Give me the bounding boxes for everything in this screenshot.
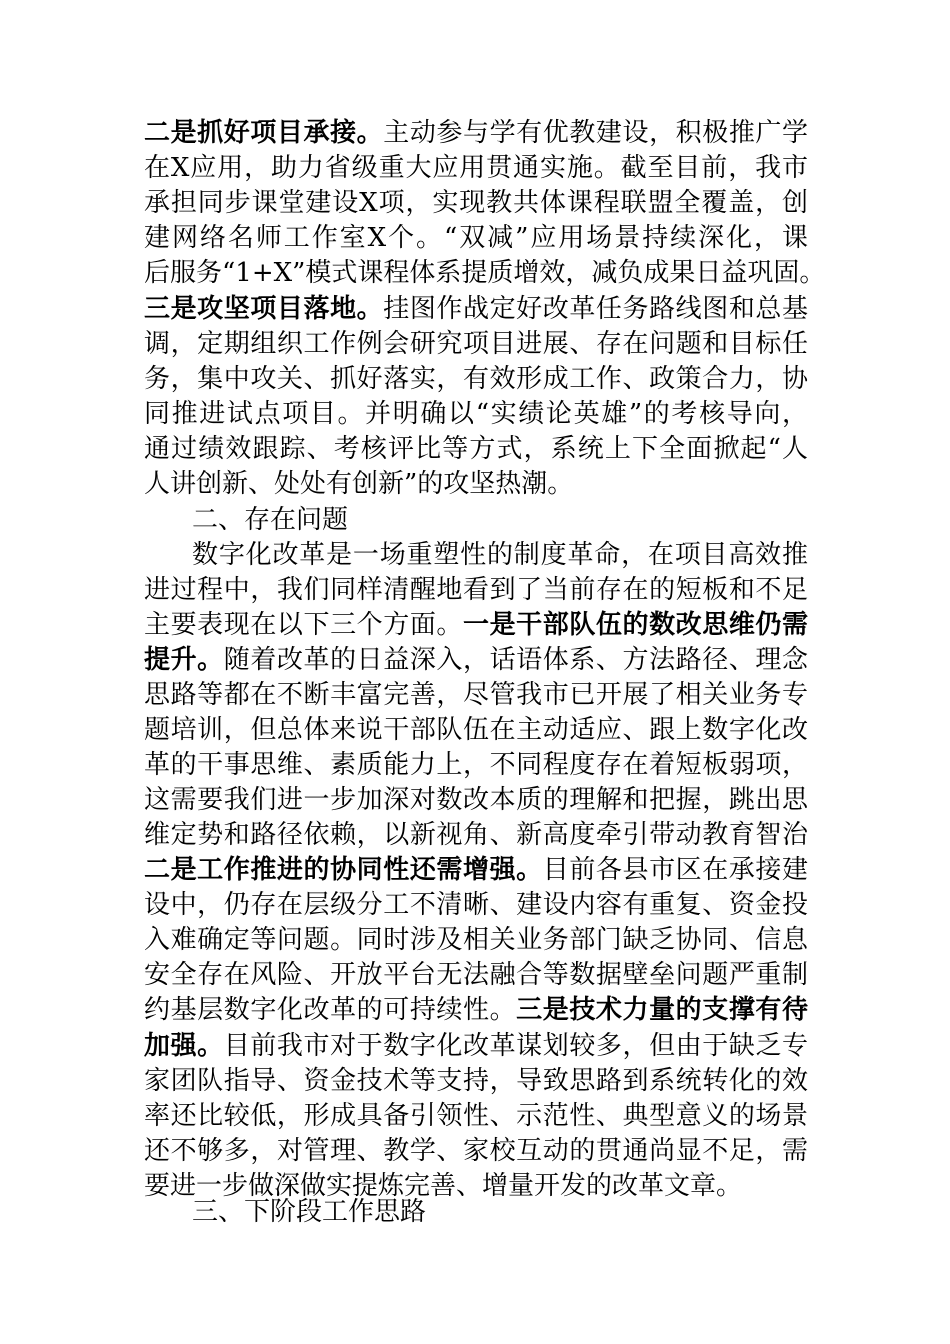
paragraph-line [144, 678, 808, 712]
section-heading [192, 503, 792, 537]
paragraph-line [144, 888, 808, 922]
text-segment: 进过程中，我们同样清醒地看到了当前存在的短板和不足 [144, 575, 808, 605]
paragraph-line [144, 186, 808, 220]
text-segment: 务，集中攻关、抓好落实，有效形成工作、政策合力，协 [144, 364, 808, 394]
text-segment: 人讲创新、处处有创新”的攻坚热潮。 [144, 469, 574, 499]
bold-lead-phrase: 一是干部队伍的数改思维仍需 [463, 610, 808, 640]
paragraph-line [144, 783, 808, 817]
paragraph-line [144, 292, 808, 326]
text-segment: 要进一步做深做实提炼完善、增量开发的改革文章。 [144, 1171, 743, 1201]
paragraph-line [144, 151, 808, 185]
text-segment: 设中，仍存在层级分工不清晰、建设内容有重复、资金投 [144, 890, 808, 920]
paragraph-line [144, 573, 808, 607]
text-segment: 建网络名师工作室X个。“双减”应用场景持续深化，课 [144, 223, 808, 253]
text-segment: 家团队指导、资金技术等支持，导致思路到系统转化的效 [144, 1066, 808, 1096]
bold-lead-phrase: 二是工作推进的协同性还需增强。 [144, 855, 543, 885]
text-segment: 思路等都在不断丰富完善，尽管我市已开展了相关业务专 [144, 680, 808, 710]
text-segment: 目前各县市区在承接建 [542, 855, 808, 885]
paragraph-line [144, 608, 808, 642]
paragraph-line [144, 397, 808, 431]
text-segment: 随着改革的日益深入，话语体系、方法路径、理念 [223, 645, 808, 675]
paragraph-line [144, 643, 808, 677]
text-segment: 目前我市对于数字化改革谋划较多，但由于缺乏专 [223, 1031, 808, 1061]
text-segment: 这需要我们进一步加深对数改本质的理解和把握，跳出思 [144, 785, 808, 815]
text-segment: 主要表现在以下三个方面。 [144, 610, 463, 640]
paragraph-line [144, 923, 808, 957]
paragraph-line [144, 327, 808, 361]
text-segment: 入难确定等问题。同时涉及相关业务部门缺乏协同、信息 [144, 925, 808, 955]
text-segment: 题培训，但总体来说干部队伍在主动适应、跟上数字化改 [144, 715, 808, 745]
paragraph-line [144, 993, 808, 1027]
text-segment: 安全存在风险、开放平台无法融合等数据壁垒问题严重制 [144, 960, 808, 990]
text-segment: 后服务“1+X”模式课程体系提质增效，减负成果日益巩固。 [144, 258, 826, 288]
text-segment: 三、下阶段工作思路 [192, 1197, 427, 1227]
bold-lead-phrase: 加强。 [144, 1031, 224, 1061]
paragraph-line [144, 432, 808, 466]
text-segment: 同推进试点项目。并明确以“实绩论英雄”的考核导向， [144, 399, 808, 429]
text-segment: 挂图作战定好改革任务路线图和总基 [383, 294, 808, 324]
bold-lead-phrase: 提升。 [144, 645, 224, 675]
paragraph-line [192, 538, 808, 572]
section-heading [192, 1195, 792, 1229]
text-segment: 约基层数字化改革的可持续性。 [144, 995, 517, 1025]
paragraph-line [144, 221, 808, 255]
paragraph-line [144, 853, 808, 887]
text-segment: 在X应用，助力省级重大应用贯通实施。截至目前，我市 [144, 153, 808, 183]
paragraph-line [144, 256, 826, 290]
text-segment: 率还比较低，形成具备引领性、示范性、典型意义的场景 [144, 1101, 808, 1131]
text-segment: 维定势和路径依赖，以新视角、新高度牵引带动教育智治 [144, 820, 808, 850]
text-segment: 还不够多，对管理、教学、家校互动的贯通尚显不足，需 [144, 1136, 808, 1166]
text-segment: 革的干事思维、素质能力上，不同程度存在着短板弱项， [144, 750, 808, 780]
paragraph-line [144, 1134, 808, 1168]
paragraph-line [144, 1099, 808, 1133]
paragraph-line [144, 1029, 808, 1063]
text-segment: 调，定期组织工作例会研究项目进展、存在问题和目标任 [144, 329, 808, 359]
paragraph-line [144, 362, 808, 396]
bold-lead-phrase: 三是技术力量的支撑有待 [516, 995, 808, 1025]
paragraph-line [144, 116, 808, 150]
text-segment: 承担同步课堂建设X项，实现教共体课程联盟全覆盖，创 [144, 188, 808, 218]
paragraph-line [144, 958, 808, 992]
paragraph-line [144, 818, 808, 852]
bold-lead-phrase: 二是抓好项目承接。 [144, 118, 384, 148]
paragraph-line [144, 748, 808, 782]
text-segment: 通过绩效跟踪、考核评比等方式，系统上下全面掀起“人 [144, 434, 808, 464]
text-segment: 数字化改革是一场重塑性的制度革命，在项目高效推 [192, 540, 808, 570]
paragraph-line [144, 713, 808, 747]
text-segment: 主动参与学有优教建设，积极推广学 [383, 118, 808, 148]
text-segment: 二、存在问题 [192, 505, 349, 535]
bold-lead-phrase: 三是攻坚项目落地。 [144, 294, 384, 324]
paragraph-line [144, 1064, 808, 1098]
paragraph-line [144, 467, 808, 501]
